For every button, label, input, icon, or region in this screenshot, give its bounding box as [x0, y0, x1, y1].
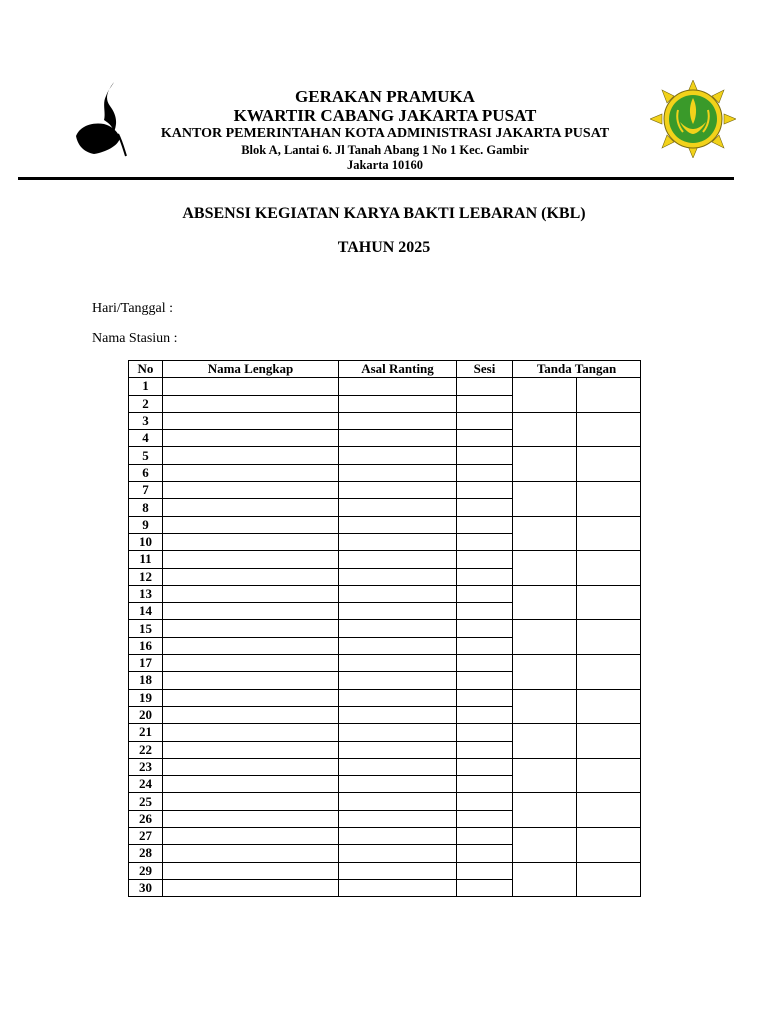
session-cell[interactable] [457, 879, 513, 896]
header-no: No [129, 361, 163, 378]
signature-cell-right[interactable] [577, 724, 641, 759]
name-cell[interactable] [163, 395, 339, 412]
session-cell[interactable] [457, 499, 513, 516]
session-cell[interactable] [457, 672, 513, 689]
signature-cell-left[interactable] [513, 689, 577, 724]
origin-branch-cell[interactable] [339, 810, 457, 827]
origin-branch-cell[interactable] [339, 620, 457, 637]
signature-cell-left[interactable] [513, 482, 577, 517]
session-cell[interactable] [457, 862, 513, 879]
session-cell[interactable] [457, 516, 513, 533]
origin-branch-cell[interactable] [339, 412, 457, 429]
table-row [129, 655, 641, 672]
session-cell[interactable] [457, 533, 513, 550]
name-cell[interactable] [163, 862, 339, 879]
signature-cell-left[interactable] [513, 620, 577, 655]
row-number: 9 [129, 516, 163, 533]
name-cell[interactable] [163, 655, 339, 672]
table-row [129, 724, 641, 741]
session-cell[interactable] [457, 447, 513, 464]
row-number: 19 [129, 689, 163, 706]
signature-cell-right[interactable] [577, 689, 641, 724]
table-body [129, 378, 641, 897]
session-cell[interactable] [457, 568, 513, 585]
document-title: ABSENSI KEGIATAN KARYA BAKTI LEBARAN (KBL) [182, 205, 586, 222]
header-origin-branch: Asal Ranting [339, 361, 457, 378]
row-number: 20 [129, 706, 163, 723]
row-number: 8 [129, 499, 163, 516]
origin-branch-cell[interactable] [339, 741, 457, 758]
name-cell[interactable] [163, 378, 339, 395]
name-cell[interactable] [163, 568, 339, 585]
origin-branch-cell[interactable] [339, 879, 457, 896]
name-cell[interactable] [163, 603, 339, 620]
org-office: KANTOR PEMERINTAHAN KOTA ADMINISTRASI JAKARTA PUSAT [160, 126, 610, 141]
signature-cell-left[interactable] [513, 412, 577, 447]
row-number: 14 [129, 603, 163, 620]
session-cell[interactable] [457, 758, 513, 775]
session-cell[interactable] [457, 412, 513, 429]
row-number: 7 [129, 482, 163, 499]
name-cell[interactable] [163, 724, 339, 741]
session-cell[interactable] [457, 378, 513, 395]
row-number: 30 [129, 879, 163, 896]
origin-branch-cell[interactable] [339, 585, 457, 602]
origin-branch-cell[interactable] [339, 689, 457, 706]
origin-branch-cell[interactable] [339, 828, 457, 845]
name-cell[interactable] [163, 741, 339, 758]
origin-branch-cell[interactable] [339, 706, 457, 723]
origin-branch-cell[interactable] [339, 776, 457, 793]
signature-cell-right[interactable] [577, 551, 641, 586]
row-number: 1 [129, 378, 163, 395]
signature-cell-left[interactable] [513, 585, 577, 620]
table-row [129, 447, 641, 464]
session-cell[interactable] [457, 724, 513, 741]
row-number: 26 [129, 810, 163, 827]
origin-branch-cell[interactable] [339, 637, 457, 654]
row-number: 27 [129, 828, 163, 845]
station-field-label: Nama Stasiun : [92, 331, 178, 346]
table-row [129, 412, 641, 429]
session-cell[interactable] [457, 585, 513, 602]
signature-cell-right[interactable] [577, 516, 641, 551]
origin-branch-cell[interactable] [339, 533, 457, 550]
attendance-table-container [128, 360, 640, 900]
name-cell[interactable] [163, 533, 339, 550]
table-row [129, 793, 641, 810]
signature-cell-left[interactable] [513, 758, 577, 793]
origin-branch-cell[interactable] [339, 672, 457, 689]
header-signature: Tanda Tangan [513, 361, 641, 378]
session-cell[interactable] [457, 793, 513, 810]
signature-cell-right[interactable] [577, 655, 641, 690]
table-row [129, 689, 641, 706]
origin-branch-cell[interactable] [339, 793, 457, 810]
table-row [129, 620, 641, 637]
row-number: 13 [129, 585, 163, 602]
row-number: 16 [129, 637, 163, 654]
session-cell[interactable] [457, 464, 513, 481]
row-number: 23 [129, 758, 163, 775]
session-cell[interactable] [457, 776, 513, 793]
signature-cell-left[interactable] [513, 516, 577, 551]
session-cell[interactable] [457, 706, 513, 723]
letterhead-divider [18, 177, 734, 180]
origin-branch-cell[interactable] [339, 603, 457, 620]
row-number: 10 [129, 533, 163, 550]
session-cell[interactable] [457, 741, 513, 758]
name-cell[interactable] [163, 672, 339, 689]
table-row [129, 378, 641, 395]
signature-cell-left[interactable] [513, 793, 577, 828]
row-number: 5 [129, 447, 163, 464]
origin-branch-cell[interactable] [339, 724, 457, 741]
session-cell[interactable] [457, 828, 513, 845]
table-header-row [129, 361, 641, 378]
row-number: 21 [129, 724, 163, 741]
session-cell[interactable] [457, 395, 513, 412]
signature-cell-left[interactable] [513, 724, 577, 759]
session-cell[interactable] [457, 620, 513, 637]
document-year: TAHUN 2025 [337, 239, 431, 256]
row-number: 22 [129, 741, 163, 758]
row-number: 11 [129, 551, 163, 568]
header-session: Sesi [457, 361, 513, 378]
origin-branch-cell[interactable] [339, 758, 457, 775]
origin-branch-cell[interactable] [339, 430, 457, 447]
session-cell[interactable] [457, 551, 513, 568]
signature-cell-right[interactable] [577, 828, 641, 863]
origin-branch-cell[interactable] [339, 395, 457, 412]
session-cell[interactable] [457, 430, 513, 447]
session-cell[interactable] [457, 603, 513, 620]
name-cell[interactable] [163, 499, 339, 516]
session-cell[interactable] [457, 810, 513, 827]
row-number: 24 [129, 776, 163, 793]
signature-cell-right[interactable] [577, 793, 641, 828]
org-address: Blok A, Lantai 6. Jl Tanah Abang 1 No 1 Kec. Gambir [241, 143, 529, 157]
name-cell[interactable] [163, 689, 339, 706]
kwarcab-emblem-icon [650, 80, 736, 158]
signature-cell-left[interactable] [513, 378, 577, 413]
table-row [129, 551, 641, 568]
signature-cell-right[interactable] [577, 412, 641, 447]
session-cell[interactable] [457, 689, 513, 706]
org-name: GERAKAN PRAMUKA [295, 87, 475, 106]
name-cell[interactable] [163, 430, 339, 447]
table-row [129, 828, 641, 845]
name-cell[interactable] [163, 637, 339, 654]
signature-cell-left[interactable] [513, 447, 577, 482]
signature-cell-left[interactable] [513, 655, 577, 690]
attendance-table [128, 360, 641, 897]
row-number: 28 [129, 845, 163, 862]
letterhead [0, 0, 768, 190]
name-cell[interactable] [163, 412, 339, 429]
name-cell[interactable] [163, 551, 339, 568]
name-cell[interactable] [163, 776, 339, 793]
origin-branch-cell[interactable] [339, 862, 457, 879]
origin-branch-cell[interactable] [339, 447, 457, 464]
signature-cell-right[interactable] [577, 378, 641, 413]
signature-cell-left[interactable] [513, 862, 577, 897]
name-cell[interactable] [163, 620, 339, 637]
row-number: 29 [129, 862, 163, 879]
name-cell[interactable] [163, 447, 339, 464]
name-cell[interactable] [163, 516, 339, 533]
tunas-kelapa-logo-icon [74, 80, 130, 160]
signature-cell-left[interactable] [513, 551, 577, 586]
name-cell[interactable] [163, 879, 339, 896]
signature-cell-right[interactable] [577, 620, 641, 655]
origin-branch-cell[interactable] [339, 482, 457, 499]
session-cell[interactable] [457, 845, 513, 862]
row-number: 15 [129, 620, 163, 637]
signature-cell-right[interactable] [577, 447, 641, 482]
name-cell[interactable] [163, 706, 339, 723]
signature-cell-right[interactable] [577, 862, 641, 897]
name-cell[interactable] [163, 482, 339, 499]
origin-branch-cell[interactable] [339, 655, 457, 672]
signature-cell-left[interactable] [513, 828, 577, 863]
table-row [129, 516, 641, 533]
table-row [129, 585, 641, 602]
row-number: 4 [129, 430, 163, 447]
origin-branch-cell[interactable] [339, 568, 457, 585]
table-row [129, 482, 641, 499]
org-branch: KWARTIR CABANG JAKARTA PUSAT [233, 106, 537, 125]
session-cell[interactable] [457, 637, 513, 654]
origin-branch-cell[interactable] [339, 845, 457, 862]
row-number: 2 [129, 395, 163, 412]
org-city: Jakarta 10160 [346, 158, 424, 172]
signature-cell-right[interactable] [577, 585, 641, 620]
origin-branch-cell[interactable] [339, 464, 457, 481]
name-cell[interactable] [163, 845, 339, 862]
session-cell[interactable] [457, 655, 513, 672]
origin-branch-cell[interactable] [339, 516, 457, 533]
session-cell[interactable] [457, 482, 513, 499]
date-field-label: Hari/Tanggal : [92, 301, 174, 316]
name-cell[interactable] [163, 585, 339, 602]
origin-branch-cell[interactable] [339, 378, 457, 395]
name-cell[interactable] [163, 793, 339, 810]
row-number: 12 [129, 568, 163, 585]
origin-branch-cell[interactable] [339, 551, 457, 568]
name-cell[interactable] [163, 828, 339, 845]
row-number: 3 [129, 412, 163, 429]
signature-cell-right[interactable] [577, 758, 641, 793]
table-row [129, 758, 641, 775]
row-number: 25 [129, 793, 163, 810]
origin-branch-cell[interactable] [339, 499, 457, 516]
table-row [129, 862, 641, 879]
row-number: 18 [129, 672, 163, 689]
row-number: 6 [129, 464, 163, 481]
name-cell[interactable] [163, 758, 339, 775]
signature-cell-right[interactable] [577, 482, 641, 517]
row-number: 17 [129, 655, 163, 672]
header-full-name: Nama Lengkap [163, 361, 339, 378]
name-cell[interactable] [163, 464, 339, 481]
name-cell[interactable] [163, 810, 339, 827]
